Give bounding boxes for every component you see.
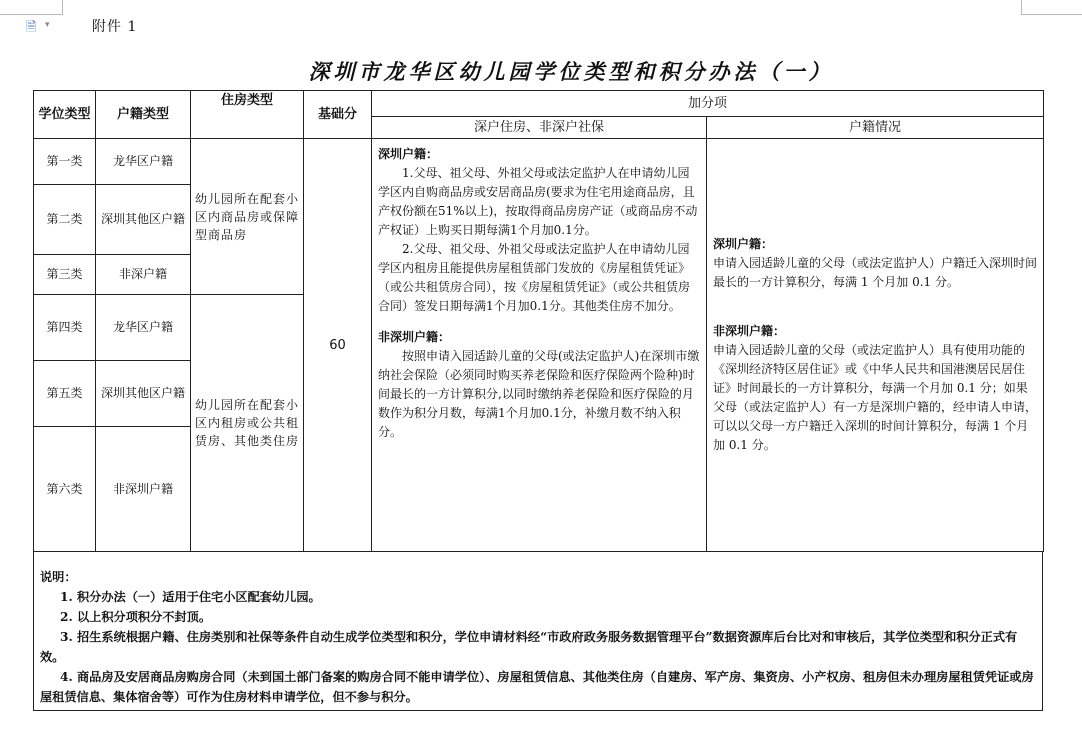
page-corner-mark-right [1021, 0, 1082, 15]
row-category: 第五类 [34, 361, 96, 427]
housing-type-rental: 幼儿园所在配套小区内租房或公共租赁房、其他类住房 [191, 295, 304, 552]
row-household: 深圳其他区户籍 [96, 185, 191, 255]
page-corner-mark-left [0, 0, 63, 15]
note-item: 1. 积分办法（一）适用于住宅小区配套幼儿园。 [60, 590, 321, 604]
note-item: 3. 招生系统根据户籍、住房类别和社保等条件自动生成学位类型和积分，学位申请材料经“市政府政务服务数据管理平台”数据资源库后台比对和审核后，其学位类型和积分正式有效。 [40, 630, 1018, 664]
note-item: 2. 以上积分项积分不封顶。 [60, 610, 212, 624]
page-title: 深圳市龙华区幼儿园学位类型和积分办法（一） [308, 59, 834, 84]
row-household: 非深户籍 [96, 255, 191, 295]
housing-points-nsz-text: 按照申请入园适龄儿童的父母(或法定监护人)在深圳市缴纳社会保险（必须同时购买养老保险和医疗保险两个险种)时间最长的一方计算积分,以同时缴纳养老保险和医疗保险的月数作为积分月数，每满1个月加0.1分，补缴月数不纳入积分。 [378, 349, 700, 439]
row-category: 第二类 [34, 185, 96, 255]
housing-points-sz-item2: 2.父母、祖父母、外祖父母或法定监护人在申请幼儿园学区内租房且能提供房屋租赁部门发放的《房屋租赁凭证》（或公共租赁房合同），按《房屋租赁凭证》（或公共租赁房合同）签发日期每满1个月加0.1分。其他类住房不加分。 [378, 242, 691, 313]
row-category: 第六类 [34, 427, 96, 552]
notes-heading: 说明： [40, 570, 77, 584]
row-category: 第四类 [34, 295, 96, 361]
housing-points-sz-title: 深圳户籍： [378, 147, 439, 161]
base-score-value: 60 [304, 139, 372, 552]
header-bonus: 加分项 [372, 91, 1044, 117]
housing-points-rules [372, 139, 707, 552]
housing-points-sz-item1: 1.父母、祖父母、外祖父母或法定监护人在申请幼儿园学区内自购商品房或安居商品房(要求为住宅用途商品房，且产权份额在51%以上)，按取得商品房房产证（或商品房不动产权证）上购买日期每满1个月加0.1分。 [378, 166, 698, 237]
row-household: 龙华区户籍 [96, 139, 191, 185]
header-category: 学位类型 [34, 91, 96, 139]
housing-points-nsz-title: 非深圳户籍： [378, 330, 451, 344]
notes-section [33, 551, 1043, 711]
chevron-down-icon[interactable]: ▾ [45, 20, 50, 30]
row-category: 第三类 [34, 255, 96, 295]
attachment-label: 附件 1 [92, 19, 138, 35]
header-housing: 住房类型 [191, 91, 304, 139]
header-base-score: 基础分 [304, 91, 372, 139]
points-table [33, 90, 1044, 552]
housing-type-owned: 幼儿园所在配套小区内商品房或保障型商品房 [191, 139, 304, 295]
header-household: 户籍类型 [96, 91, 191, 139]
note-item: 4. 商品房及安居商品房购房合同（未到国土部门备案的购房合同不能申请学位）、房屋租赁信息、其他类住房（自建房、军产房、集资房、小产权房、租房但未办理房屋租赁凭证或房屋租赁信息、集体宿舍等）可作为住房材料申请学位，但不参与积分。 [40, 670, 1034, 704]
household-points-sz-text: 申请入园适龄儿童的父母（或法定监护人）户籍迁入深圳时间最长的一方计算积分，每满 1 个月加 0.1 分。 [713, 256, 1038, 289]
household-points-rules [707, 139, 1044, 552]
row-category: 第一类 [34, 139, 96, 185]
household-points-nsz-title: 非深圳户籍： [713, 324, 786, 338]
household-points-nsz-text: 申请入园适龄儿童的父母（或法定监护人）具有使用功能的《深圳经济特区居住证》或《中华人民共和国港澳居民居住证》时间最长的一方计算积分，每满一个月加 0.1 分；如果父母（或法定监护人）有一方是深圳户籍的，经申请人申请，可以以父母一方户籍迁入深圳的时间计算积分，每满 1 个月加 0.1 分。 [713, 343, 1038, 452]
table-row [34, 139, 1044, 185]
document-icon[interactable]: 🗎 [26, 20, 37, 35]
row-household: 深圳其他区户籍 [96, 361, 191, 427]
row-household: 非深圳户籍 [96, 427, 191, 552]
header-bonus-housing: 深户住房、非深户社保 [372, 117, 707, 139]
row-household: 龙华区户籍 [96, 295, 191, 361]
household-points-sz-title: 深圳户籍： [713, 237, 774, 251]
header-bonus-household: 户籍情况 [707, 117, 1044, 139]
